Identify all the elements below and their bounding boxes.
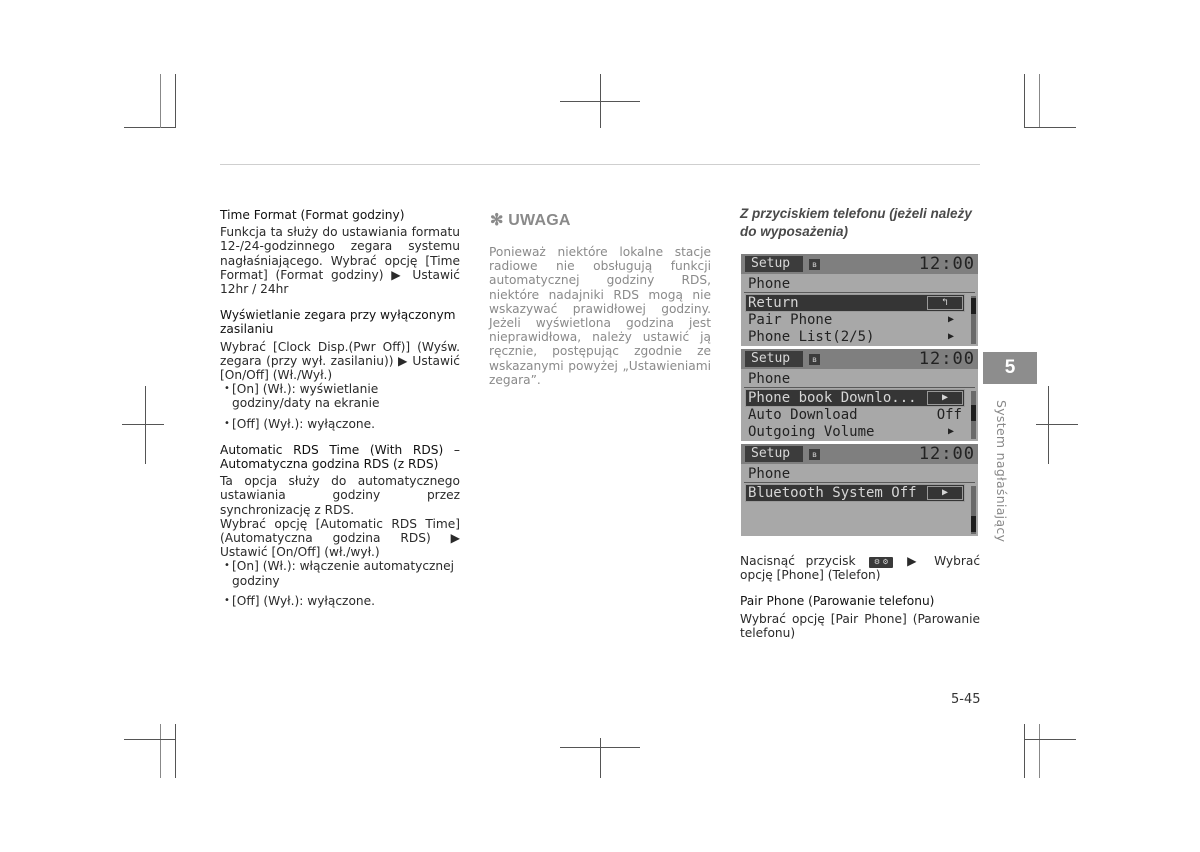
- setup-tab: Setup: [745, 351, 803, 367]
- crop-mark: [560, 101, 640, 102]
- left-column: [220, 208, 460, 608]
- crop-mark: [124, 127, 176, 128]
- divider: [744, 292, 975, 293]
- setup-key-icon: ⚙ ⚙: [869, 557, 893, 568]
- clock-readout: 12:00: [918, 254, 975, 274]
- crop-mark: [1036, 424, 1078, 425]
- menu-item-label: Auto Download: [748, 407, 858, 423]
- crop-mark: [1048, 386, 1049, 464]
- bluetooth-icon: ʙ: [809, 449, 820, 460]
- setup-tab: Setup: [745, 446, 803, 462]
- menu-item-label: Bluetooth System Off: [748, 485, 917, 501]
- bluetooth-icon: ʙ: [809, 354, 820, 365]
- menu-item-label: Phone book Downlo...: [748, 390, 917, 406]
- setup-screen-phone-3: [741, 444, 978, 536]
- screen-subtitle: Phone: [748, 466, 791, 482]
- menu-item-auto-download[interactable]: [746, 407, 964, 423]
- crop-mark: [1039, 74, 1040, 128]
- crop-mark: [175, 724, 176, 778]
- phone-button-heading: Z przyciskiem telefonu (jeżeli należy do wyposażenia): [740, 206, 972, 239]
- auto-rds-body: Wybrać opcję [Automatic RDS Time] (Automatyczna godzina RDS) ▶ Ustawić [On/Off] (wł./wył.): [220, 516, 460, 560]
- menu-item-value: Off: [936, 407, 962, 423]
- right-column-text: [740, 554, 980, 640]
- menu-item-label: Return: [748, 295, 799, 311]
- page-number: 5-45: [951, 692, 981, 707]
- header-rule: [220, 164, 980, 165]
- screen-subtitle: Phone: [748, 371, 791, 387]
- instruction-text: [740, 554, 980, 582]
- instruction-post: ▶ Wybrać opcję [Phone] (Telefon): [740, 554, 981, 583]
- clock-readout: 12:00: [918, 349, 975, 369]
- crop-mark: [145, 386, 146, 464]
- setup-tab: Setup: [745, 256, 803, 272]
- menu-item-bluetooth-system-off[interactable]: [746, 485, 964, 501]
- arrow-right-icon: ▶: [928, 487, 962, 499]
- setup-screen-phone-1: [741, 254, 978, 346]
- screen-subtitle: Phone: [748, 276, 791, 292]
- time-format-body: Funkcja ta służy do ustawiania formatu 12-/24-godzinnego zegara systemu nagłaśniającego. Wybrać opcję [Time Format] (Format godziny) ▶ Ustawić 12hr / 24hr: [220, 225, 460, 297]
- note-body: Ponieważ niektóre lokalne stacje radiowe nie obsługują funkcji automatycznej godziny RDS, niektóre nadajniki RDS mogą nie wskazywać prawidłowej godziny. Jeżeli wyświetlona godzina jest nieprawidłowa, należy ustawić ją ręcznie, postępując zgodnie ze wskazanymi powyżej „Ustawieniami zegara”.: [489, 245, 711, 387]
- scroll-thumb[interactable]: [971, 516, 976, 532]
- clock-display-heading: Wyświetlanie zegara przy wyłączonym zasilaniu: [220, 308, 456, 337]
- crop-mark: [1039, 724, 1040, 778]
- menu-item-phone-list[interactable]: [746, 329, 964, 345]
- clock-display-body: Wybrać [Clock Disp.(Pwr Off)] (Wyśw. zegara (przy wył. zasilaniu)) ▶ Ustawić [On/Off] (Wł./Wył.): [220, 339, 460, 383]
- menu-item-return[interactable]: [746, 295, 964, 311]
- scroll-thumb[interactable]: [971, 298, 976, 314]
- crop-mark: [560, 747, 640, 748]
- clock-display-bullet: • [On] (Wł.): wyświetlanie godziny/daty na ekranie: [220, 382, 460, 410]
- menu-item-outgoing-volume[interactable]: [746, 424, 964, 440]
- menu-item-phone-book-download[interactable]: [746, 390, 964, 406]
- instruction-pre: Nacisnąć przycisk: [740, 554, 856, 568]
- crop-mark: [1024, 724, 1025, 778]
- chapter-label: System nagłaśniający: [994, 400, 1009, 543]
- auto-rds-bullet: • [Off] (Wył.): wyłączone.: [220, 594, 460, 608]
- menu-item-label: Outgoing Volume: [748, 424, 875, 440]
- clock-readout: 12:00: [918, 444, 975, 464]
- scrollbar[interactable]: [971, 486, 976, 534]
- menu-item-pair-phone[interactable]: [746, 312, 964, 328]
- return-icon: ↰: [928, 297, 962, 309]
- crop-mark: [160, 74, 161, 128]
- divider: [744, 387, 975, 388]
- asterisk-icon: ✻: [490, 212, 504, 229]
- crop-mark: [1024, 127, 1076, 128]
- auto-rds-heading: Automatic RDS Time (With RDS) – Automatyczna godzina RDS (z RDS): [220, 442, 460, 472]
- bluetooth-icon: ʙ: [809, 259, 820, 270]
- arrow-right-icon: ▶: [928, 392, 962, 404]
- crop-mark: [1024, 739, 1076, 740]
- chapter-tab: 5: [983, 352, 1037, 384]
- auto-rds-body: Ta opcja służy do automatycznego ustawiania godziny przez synchronizację z RDS.: [220, 474, 460, 517]
- note-title: [490, 210, 571, 230]
- menu-item-label: Pair Phone: [748, 312, 833, 328]
- pair-phone-heading: Pair Phone (Parowanie telefonu): [740, 594, 935, 609]
- crop-mark: [122, 424, 164, 425]
- crop-mark: [600, 738, 601, 778]
- setup-screen-phone-2: [741, 349, 978, 441]
- scrollbar[interactable]: [971, 391, 976, 439]
- arrow-right-icon: ▶: [947, 331, 954, 342]
- crop-mark: [124, 739, 176, 740]
- note-title-text: UWAGA: [508, 212, 571, 229]
- crop-mark: [1024, 74, 1025, 128]
- pair-phone-body: Wybrać opcję [Pair Phone] (Parowanie telefonu): [740, 611, 980, 640]
- arrow-right-icon: ▶: [947, 426, 954, 437]
- crop-mark: [175, 74, 176, 128]
- menu-item-label: Phone List(2/5): [748, 329, 875, 345]
- scrollbar[interactable]: [971, 296, 976, 344]
- crop-mark: [160, 724, 161, 778]
- time-format-heading: Time Format (Format godziny): [220, 208, 405, 222]
- arrow-right-icon: ▶: [947, 314, 954, 325]
- auto-rds-bullet: • [On] (Wł.): włączenie automatycznej godziny: [220, 559, 460, 587]
- clock-display-bullet: • [Off] (Wył.): wyłączone.: [220, 417, 460, 431]
- scroll-thumb[interactable]: [971, 405, 976, 421]
- divider: [744, 482, 975, 483]
